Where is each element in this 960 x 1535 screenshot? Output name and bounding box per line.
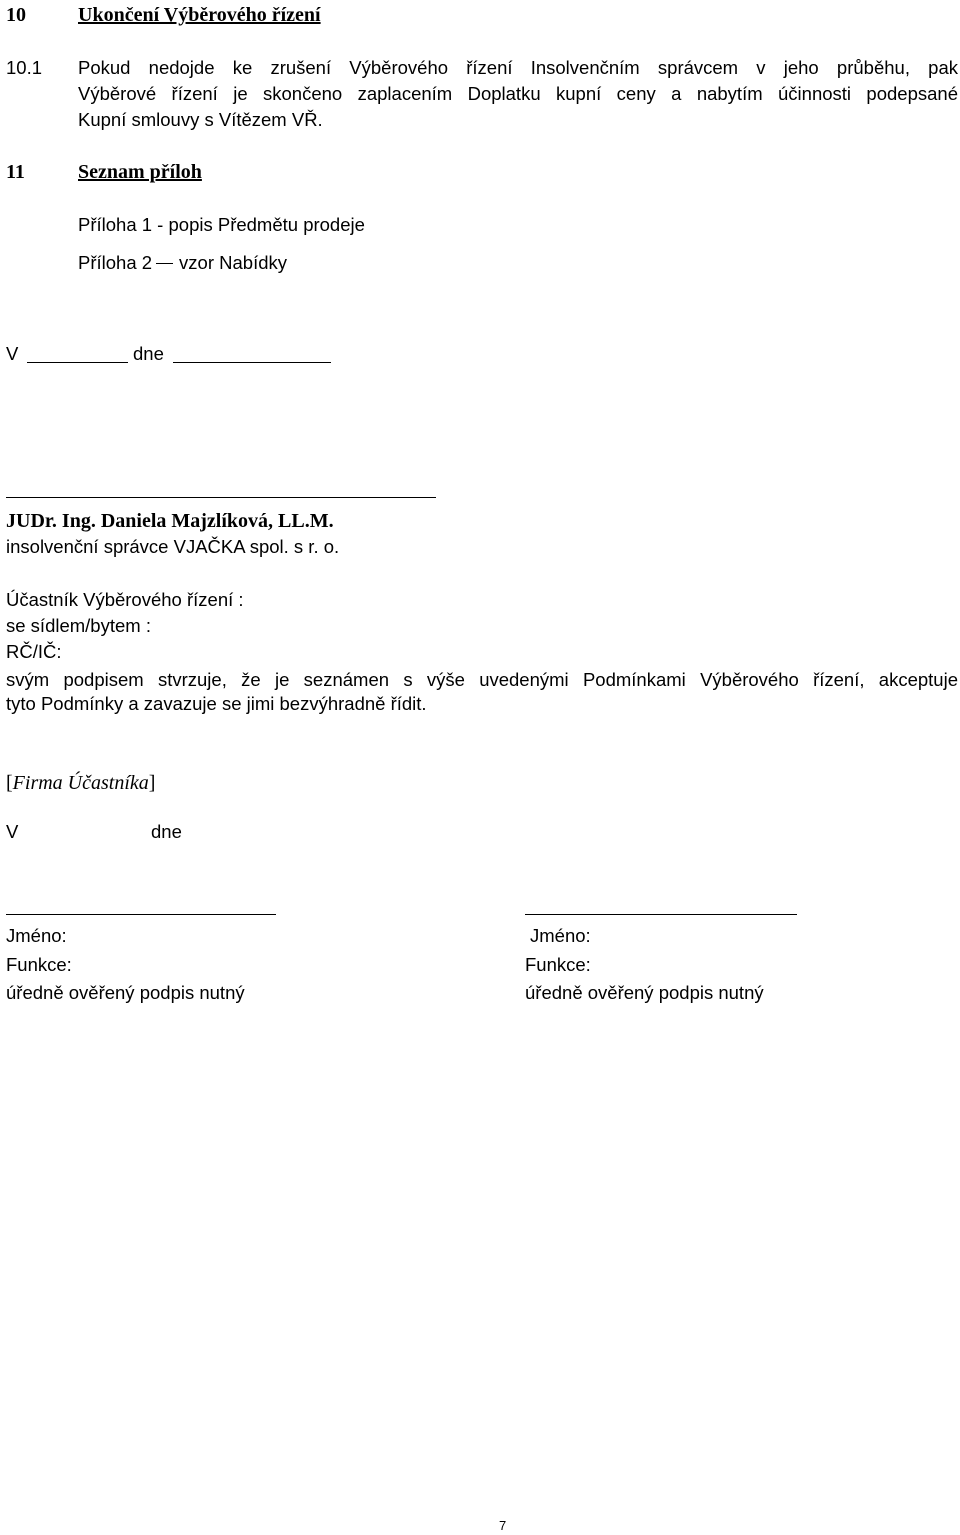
participant-id-label: RČ/IČ: [6, 641, 62, 662]
attachment-2 [78, 254, 287, 273]
paragraph-10-1-number: 10.1 [6, 57, 43, 78]
paragraph-10-1-line-1: Pokud nedojde ke zrušení Výběrového řízení Insolvenčním správcem v jeho průběhu, pak [78, 57, 958, 78]
place-blank-line-1 [27, 362, 128, 363]
date-blank-line-1 [173, 362, 331, 363]
participant-label: Účastník Výběrového řízení : [6, 589, 244, 610]
right-notarized-note: úředně ověřený podpis nutný [525, 982, 764, 1003]
date-label-1: dne [133, 343, 164, 364]
left-notarized-note: úředně ověřený podpis nutný [6, 982, 245, 1003]
right-function-label: Funkce: [525, 954, 591, 975]
left-function-label: Funkce: [6, 954, 72, 975]
attachment-1: Příloha 1 - popis Předmětu prodeje [78, 214, 365, 235]
trustee-signature-line [6, 497, 436, 498]
place-label-2: V [6, 821, 19, 842]
place-label-1: V [6, 343, 19, 364]
participant-firm: [Firma Účastníka] [6, 772, 156, 794]
trustee-role: insolvenční správce VJAČKA spol. s r. o. [6, 536, 340, 557]
paragraph-10-1-line-3: Kupní smlouvy s Vítězem VŘ. [78, 109, 323, 130]
paragraph-10-1-line-2: Výběrové řízení je skončeno zaplacením Doplatku kupní ceny a nabytím účinnosti podepsané [78, 83, 958, 104]
left-name-label: Jméno: [6, 925, 67, 946]
section-10-number: 10 [6, 4, 26, 26]
trustee-name: JUDr. Ing. Daniela Majzlíková, LL.M. [6, 510, 334, 532]
section-11-number: 11 [6, 161, 25, 183]
participant-statement-line-2: tyto Podmínky a zavazuje se jimi bezvýhradně řídit. [6, 693, 427, 714]
left-signature-line [6, 914, 276, 915]
date-label-2: dne [151, 821, 182, 842]
attachment-2-label: Příloha 2 [78, 252, 153, 273]
right-signature-line [525, 914, 797, 915]
participant-statement-line-1: svým podpisem stvrzuje, že je seznámen s výše uvedenými Podmínkami Výběrového řízení, akceptuje [6, 669, 958, 690]
right-name-label: Jméno: [530, 925, 591, 946]
dash [156, 263, 173, 264]
participant-seat-label: se sídlem/bytem : [6, 615, 151, 636]
page-number: 7 [499, 1518, 507, 1533]
section-10-title: Ukončení Výběrového řízení [78, 4, 321, 26]
attachment-2-description: vzor Nabídky [179, 252, 288, 273]
section-11-title: Seznam příloh [78, 161, 202, 183]
participant-firm-name: Firma Účastníka [12, 772, 149, 794]
